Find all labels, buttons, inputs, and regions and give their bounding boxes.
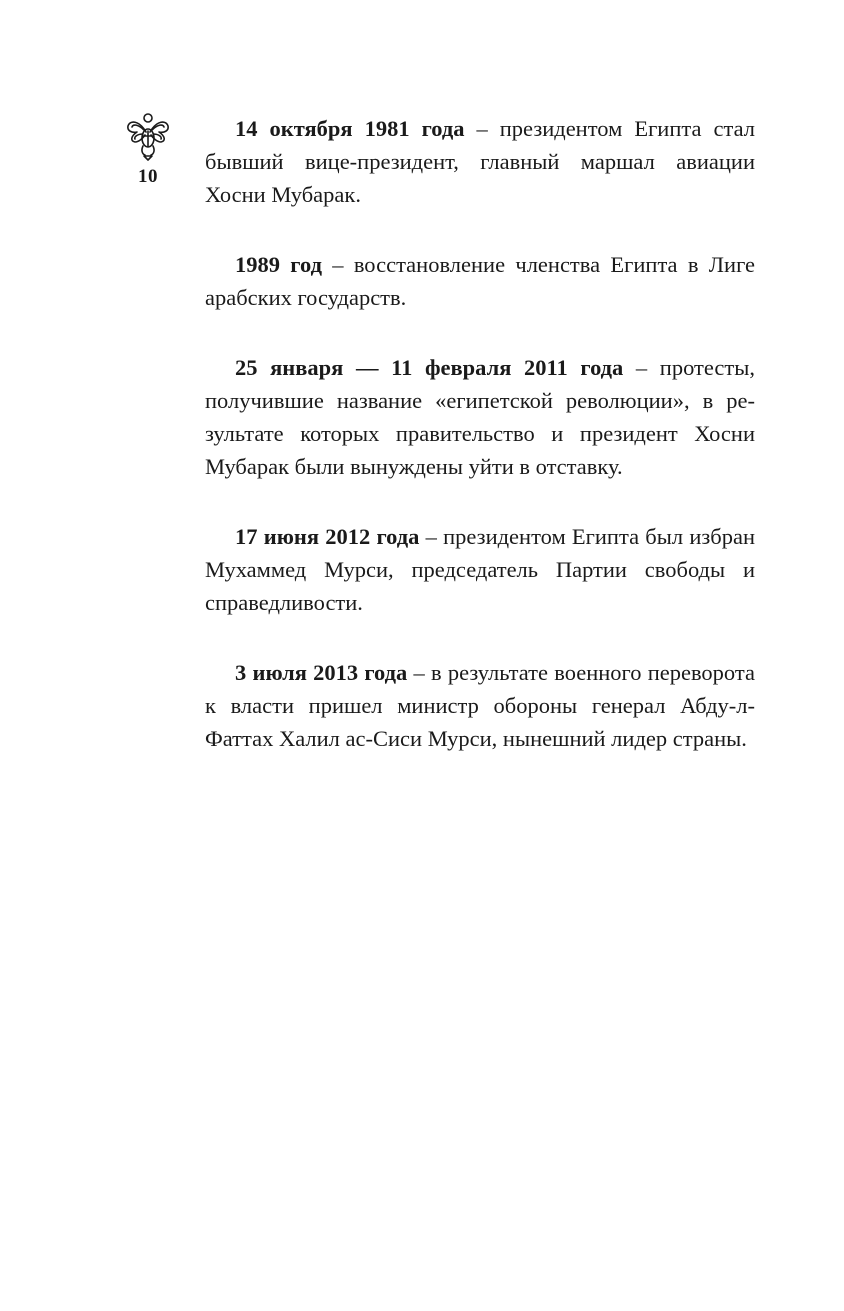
entry-text: – президентом Египта стал бывший вице-президент, главный маршал авиации Хосни Мубарак. [205,116,755,207]
chronology-entry [205,112,755,211]
entry-date: 1989 год [235,252,322,277]
entry-text: – в результате военного переворота к власти пришел министр обороны генерал Абду-л-Фаттах Халил ас-Сиси Мурси, нынешний лидер страны. [205,660,755,751]
entry-date: 3 июля 2013 года [235,660,408,685]
entry-date: 25 января — 11 февраля 2011 года [235,355,624,380]
chronology-entry [205,656,755,755]
chronology-entry [205,520,755,619]
page-marker [120,110,176,188]
chronology-list [205,112,755,792]
entry-text: – восстановление членства Египта в Лиге арабских государств. [205,252,755,310]
entry-text: – протесты, получившие название «египетской революции», в результате которых правительство и президент Хосни Мубарак были вынуждены уйти в отставку. [205,355,755,479]
entry-date: 17 июня 2012 года [235,524,420,549]
entry-text: – президентом Египта был избран Мухаммед Мурси, председатель Партии свободы и справедливости. [205,524,755,615]
scarab-icon [125,110,171,162]
entry-date: 14 октября 1981 года [235,116,465,141]
page-number: 10 [138,166,158,187]
chronology-entry [205,248,755,314]
chronology-entry [205,351,755,483]
